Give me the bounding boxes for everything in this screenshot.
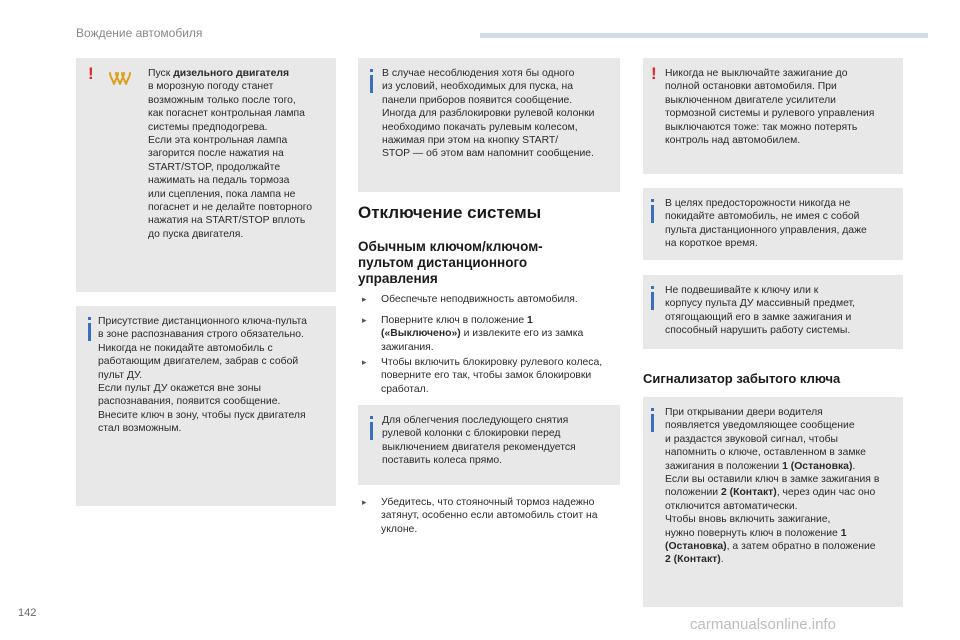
diesel-text: Пуск дизельного двигателя в морозную погоду станет возможным только после того, как погаснет контрольная лампа системы предподогрева. Если эта контрольная лампа загорится после нажатия на START/STOP, продолжайте нажимать на педаль тормоза или сцепления, пока лампа не погаснет и не делайте повторного нажатия на START/STOP вплоть до пуска двигателя.	[148, 68, 313, 240]
remote-key-text: Присутствие дистанционного ключа-пульта в зоне распознавания строго обязательно. Никогда не покидайте автомобиль с работающим двигателем, забрав с собой пульт ДУ. Если пульт ДУ окажется вне зоны распознавания, появится сообщение. Внесите ключ в зону, чтобы пуск двигателя стал возможным.	[98, 316, 307, 435]
arrow-bullet-icon: ▸	[362, 357, 367, 367]
forgotten-key-info-box	[643, 397, 903, 607]
info-icon	[651, 292, 654, 310]
arrow-bullet-icon: ▸	[362, 497, 367, 507]
steering-info-box	[358, 405, 620, 485]
start-conditions-info-box	[358, 58, 620, 192]
list-item: ▸ Чтобы включить блокировку рулевого колеса, поверните его так, чтобы замок блокировки сработал.	[362, 357, 603, 395]
section-heading: Отключение системы	[358, 203, 542, 222]
warning-icon: !	[651, 64, 657, 83]
info-icon	[370, 422, 373, 440]
header-title: Вождение автомобиля	[76, 26, 203, 40]
info-icon	[370, 75, 373, 93]
info-icon	[651, 205, 654, 223]
info-icon	[651, 414, 654, 432]
warning-icon: !	[88, 64, 94, 83]
list-item: ▸ Поверните ключ в положение 1 («Выключено») и извлеките его из замка зажигания.	[362, 315, 584, 353]
safety-info-box	[643, 188, 903, 260]
start-conditions-text: В случае несоблюдения хотя бы одного из условий, необходимых для пуска, на панели приборов появится сообщение. Иногда для разблокировки рулевой колонки необходимо покачать рулевым колесом, нажимая при этом на кнопку START/ STOP — об этом вам напомнит сообщение.	[382, 68, 595, 160]
subsection-heading: Обычным ключом/ключом- пультом дистанционного управления	[358, 239, 543, 286]
header-bar	[480, 33, 928, 38]
keyring-info-box	[643, 275, 903, 349]
keyring-text: Не подвешивайте к ключу или к корпусу пульта ДУ массивный предмет, отягощающий его в замке зажигания и способный нарушить работу системы.	[665, 285, 856, 337]
list-item: ▸ Убедитесь, что стояночный тормоз надежно затянут, особенно если автомобиль стоит на уклоне.	[362, 497, 598, 535]
diesel-warning-box	[76, 58, 336, 292]
glow-plug-icon	[108, 71, 134, 87]
safety-text: В целях предосторожности никогда не покидайте автомобиль, не имея с собой пульта дистанционного управления, даже на короткое время.	[665, 198, 867, 250]
info-icon	[88, 323, 91, 341]
ignition-warning-box	[643, 58, 903, 174]
arrow-bullet-icon: ▸	[362, 294, 367, 304]
watermark: carmanualsonline.info	[690, 616, 836, 633]
alarm-heading: Сигнализатор забытого ключа	[643, 371, 841, 386]
forgotten-key-text: При открывании двери водителя появляется уведомляющее сообщение и раздастся звуковой сигнал, чтобы напомнить о ключе, оставленном в замке зажигания в положении 1 (Остановка). Если вы оставили ключ в замке зажигания в положении 2 (Контакт), через один час оно отключится автоматически. Чтобы вновь включить зажигание, нужно повернуть ключ в положение 1 (Остановка), а затем обратно в положение 2 (Контакт).	[665, 407, 880, 566]
remote-key-info-box	[76, 306, 336, 506]
page-number: 142	[18, 607, 37, 619]
list-item: ▸ Обеспечьте неподвижность автомобиля.	[362, 294, 578, 305]
arrow-bullet-icon: ▸	[362, 315, 367, 325]
ignition-warning-text: Никогда не выключайте зажигание до полной остановки автомобиля. При выключенном двигателе усилители тормозной системы и рулевого управления выключаются тоже: так можно потерять контроль над автомобилем.	[665, 68, 875, 147]
steering-text: Для облегчения последующего снятия рулевой колонки с блокировки перед выключением двигателя рекомендуется поставить колеса прямо.	[382, 415, 576, 467]
